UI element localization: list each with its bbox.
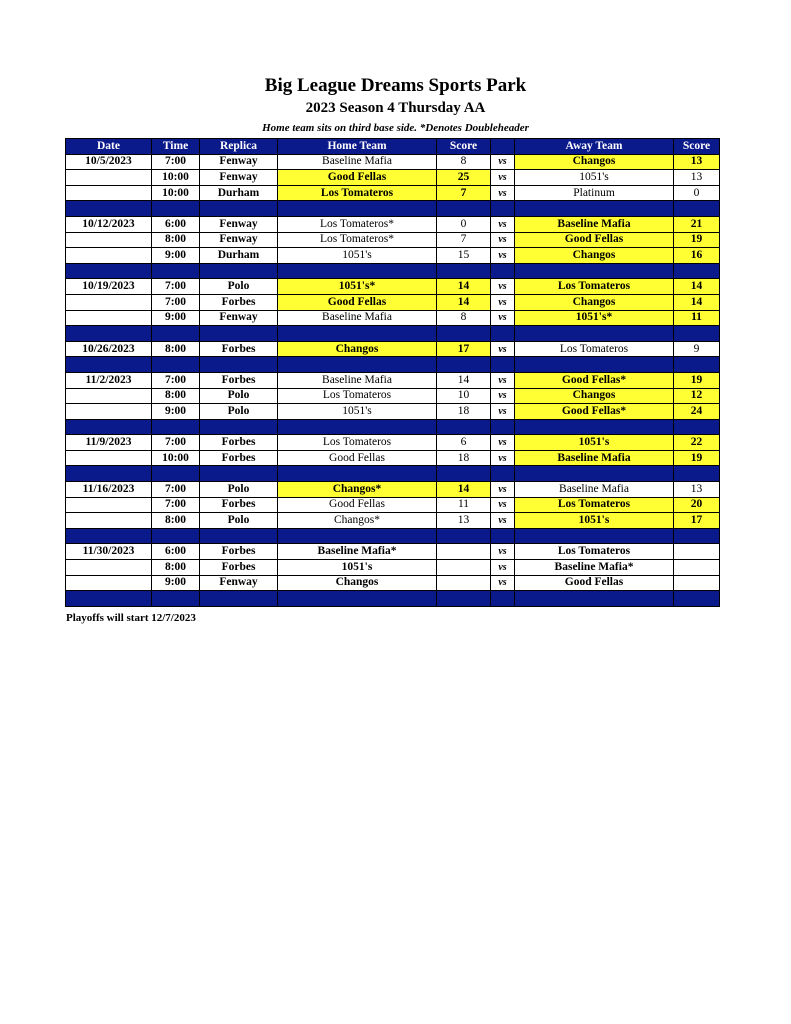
- away-team: 1051's: [515, 435, 674, 451]
- game-date: 11/30/2023: [66, 544, 152, 560]
- game-date: [66, 294, 152, 310]
- game-row: [66, 248, 720, 264]
- separator-cell: [491, 591, 515, 607]
- away-team: Los Tomateros: [515, 497, 674, 513]
- game-replica: Polo: [200, 513, 278, 529]
- week-separator: [66, 528, 720, 544]
- separator-cell: [437, 591, 491, 607]
- away-score: 11: [674, 310, 720, 326]
- game-time: 8:00: [152, 388, 200, 404]
- game-replica: Forbes: [200, 544, 278, 560]
- away-team: Baseline Mafia*: [515, 560, 674, 576]
- home-team: Los Tomateros: [278, 435, 437, 451]
- game-time: 7:00: [152, 482, 200, 498]
- game-replica: Forbes: [200, 435, 278, 451]
- home-team: Los Tomateros: [278, 185, 437, 201]
- game-time: 6:00: [152, 544, 200, 560]
- separator-cell: [66, 591, 152, 607]
- separator-cell: [66, 419, 152, 435]
- away-score: 22: [674, 435, 720, 451]
- game-date: 10/26/2023: [66, 341, 152, 357]
- game-replica: Forbes: [200, 560, 278, 576]
- separator-cell: [200, 466, 278, 482]
- separator-cell: [200, 263, 278, 279]
- vs-label: vs: [491, 497, 515, 513]
- game-row: [66, 450, 720, 466]
- game-date: [66, 404, 152, 420]
- separator-cell: [278, 466, 437, 482]
- game-time: 10:00: [152, 450, 200, 466]
- vs-label: vs: [491, 404, 515, 420]
- away-score: 0: [674, 185, 720, 201]
- away-team: Good Fellas: [515, 575, 674, 591]
- header-replica: Replica: [200, 139, 278, 155]
- game-date: [66, 388, 152, 404]
- game-replica: Durham: [200, 185, 278, 201]
- separator-cell: [200, 326, 278, 342]
- away-team: 1051's: [515, 170, 674, 186]
- separator-cell: [437, 263, 491, 279]
- separator-cell: [66, 326, 152, 342]
- game-time: 9:00: [152, 248, 200, 264]
- separator-cell: [674, 201, 720, 217]
- separator-cell: [437, 466, 491, 482]
- separator-cell: [278, 591, 437, 607]
- separator-cell: [152, 466, 200, 482]
- away-team: Good Fellas: [515, 232, 674, 248]
- home-score: 8: [437, 310, 491, 326]
- separator-cell: [437, 326, 491, 342]
- week-separator: [66, 357, 720, 373]
- home-score: 18: [437, 450, 491, 466]
- away-score: 13: [674, 154, 720, 170]
- game-replica: Polo: [200, 404, 278, 420]
- away-score: 20: [674, 497, 720, 513]
- header-home-team: Home Team: [278, 139, 437, 155]
- separator-cell: [152, 591, 200, 607]
- home-score: 10: [437, 388, 491, 404]
- separator-cell: [278, 528, 437, 544]
- game-replica: Durham: [200, 248, 278, 264]
- schedule-body: [66, 139, 720, 607]
- game-row: [66, 497, 720, 513]
- separator-cell: [491, 201, 515, 217]
- header-time: Time: [152, 139, 200, 155]
- schedule-note: Home team sits on third base side. *Denotes Doubleheader: [262, 122, 529, 134]
- home-score: 17: [437, 341, 491, 357]
- game-row: [66, 482, 720, 498]
- game-date: [66, 232, 152, 248]
- game-date: [66, 513, 152, 529]
- home-team: Changos: [278, 575, 437, 591]
- separator-cell: [674, 419, 720, 435]
- home-team: Baseline Mafia: [278, 372, 437, 388]
- game-date: [66, 450, 152, 466]
- separator-cell: [515, 419, 674, 435]
- week-separator: [66, 263, 720, 279]
- away-score: 13: [674, 170, 720, 186]
- week-separator: [66, 419, 720, 435]
- game-time: 9:00: [152, 575, 200, 591]
- week-separator: [66, 466, 720, 482]
- away-team: 1051's: [515, 513, 674, 529]
- vs-label: vs: [491, 170, 515, 186]
- away-score: 9: [674, 341, 720, 357]
- week-separator: [66, 201, 720, 217]
- home-score: 7: [437, 232, 491, 248]
- home-team: Baseline Mafia: [278, 310, 437, 326]
- away-team: Baseline Mafia: [515, 482, 674, 498]
- away-score: 21: [674, 216, 720, 232]
- game-date: 11/2/2023: [66, 372, 152, 388]
- vs-label: vs: [491, 544, 515, 560]
- home-score: 18: [437, 404, 491, 420]
- vs-label: vs: [491, 560, 515, 576]
- away-team: Good Fellas*: [515, 372, 674, 388]
- header-away-team: Away Team: [515, 139, 674, 155]
- separator-cell: [515, 357, 674, 373]
- game-date: [66, 560, 152, 576]
- separator-cell: [515, 201, 674, 217]
- home-team: 1051's: [278, 560, 437, 576]
- game-date: [66, 575, 152, 591]
- home-score: [437, 560, 491, 576]
- game-date: [66, 185, 152, 201]
- game-replica: Fenway: [200, 154, 278, 170]
- game-replica: Polo: [200, 482, 278, 498]
- game-row: [66, 170, 720, 186]
- game-time: 7:00: [152, 279, 200, 295]
- away-score: [674, 575, 720, 591]
- home-team: Los Tomateros: [278, 388, 437, 404]
- away-score: 16: [674, 248, 720, 264]
- away-team: Baseline Mafia: [515, 450, 674, 466]
- away-score: 19: [674, 372, 720, 388]
- separator-cell: [200, 419, 278, 435]
- away-team: Changos: [515, 294, 674, 310]
- separator-cell: [674, 591, 720, 607]
- separator-cell: [674, 466, 720, 482]
- game-replica: Polo: [200, 388, 278, 404]
- home-score: 25: [437, 170, 491, 186]
- separator-cell: [152, 528, 200, 544]
- home-team: Changos*: [278, 513, 437, 529]
- game-row: [66, 388, 720, 404]
- schedule-table: [65, 138, 720, 607]
- game-date: [66, 310, 152, 326]
- separator-cell: [491, 466, 515, 482]
- separator-cell: [437, 419, 491, 435]
- game-time: 8:00: [152, 341, 200, 357]
- home-team: Good Fellas: [278, 170, 437, 186]
- home-team: Baseline Mafia*: [278, 544, 437, 560]
- game-date: [66, 248, 152, 264]
- home-team: 1051's: [278, 248, 437, 264]
- home-score: 15: [437, 248, 491, 264]
- separator-cell: [278, 419, 437, 435]
- away-score: 13: [674, 482, 720, 498]
- home-score: 14: [437, 294, 491, 310]
- game-replica: Forbes: [200, 341, 278, 357]
- home-team: Changos*: [278, 482, 437, 498]
- game-replica: Fenway: [200, 310, 278, 326]
- home-team: Los Tomateros*: [278, 232, 437, 248]
- separator-cell: [515, 591, 674, 607]
- vs-label: vs: [491, 575, 515, 591]
- separator-cell: [200, 591, 278, 607]
- game-date: 10/5/2023: [66, 154, 152, 170]
- game-replica: Forbes: [200, 450, 278, 466]
- game-date: 11/9/2023: [66, 435, 152, 451]
- game-date: [66, 170, 152, 186]
- vs-label: vs: [491, 372, 515, 388]
- away-score: 24: [674, 404, 720, 420]
- home-score: 14: [437, 279, 491, 295]
- game-date: 10/12/2023: [66, 216, 152, 232]
- away-score: 14: [674, 279, 720, 295]
- home-team: 1051's*: [278, 279, 437, 295]
- game-time: 7:00: [152, 154, 200, 170]
- game-time: 9:00: [152, 404, 200, 420]
- home-score: [437, 575, 491, 591]
- game-time: 7:00: [152, 294, 200, 310]
- away-team: Changos: [515, 388, 674, 404]
- game-row: [66, 560, 720, 576]
- game-row: [66, 404, 720, 420]
- game-row: [66, 513, 720, 529]
- game-replica: Fenway: [200, 170, 278, 186]
- week-separator: [66, 326, 720, 342]
- separator-cell: [437, 201, 491, 217]
- game-replica: Fenway: [200, 232, 278, 248]
- away-score: 17: [674, 513, 720, 529]
- separator-cell: [515, 326, 674, 342]
- game-row: [66, 544, 720, 560]
- separator-cell: [278, 357, 437, 373]
- vs-label: vs: [491, 154, 515, 170]
- game-row: [66, 310, 720, 326]
- vs-label: vs: [491, 216, 515, 232]
- separator-cell: [152, 263, 200, 279]
- game-row: [66, 372, 720, 388]
- away-team: 1051's*: [515, 310, 674, 326]
- home-score: 14: [437, 482, 491, 498]
- header-away-score: Score: [674, 139, 720, 155]
- vs-label: vs: [491, 294, 515, 310]
- vs-label: vs: [491, 341, 515, 357]
- away-score: [674, 544, 720, 560]
- separator-cell: [515, 263, 674, 279]
- game-row: [66, 232, 720, 248]
- separator-cell: [152, 357, 200, 373]
- away-score: 14: [674, 294, 720, 310]
- game-time: 10:00: [152, 170, 200, 186]
- header-home-score: Score: [437, 139, 491, 155]
- separator-cell: [152, 201, 200, 217]
- page-subtitle: 2023 Season 4 Thursday AA: [305, 100, 486, 116]
- separator-cell: [515, 466, 674, 482]
- home-team: Good Fellas: [278, 497, 437, 513]
- game-time: 7:00: [152, 497, 200, 513]
- vs-label: vs: [491, 310, 515, 326]
- game-time: 9:00: [152, 310, 200, 326]
- away-team: Platinum: [515, 185, 674, 201]
- game-time: 10:00: [152, 185, 200, 201]
- game-row: [66, 279, 720, 295]
- home-score: [437, 544, 491, 560]
- home-team: Good Fellas: [278, 294, 437, 310]
- game-date: [66, 497, 152, 513]
- home-score: 7: [437, 185, 491, 201]
- separator-cell: [152, 419, 200, 435]
- home-team: 1051's: [278, 404, 437, 420]
- separator-cell: [66, 528, 152, 544]
- away-score: 12: [674, 388, 720, 404]
- separator-cell: [674, 326, 720, 342]
- playoffs-note: Playoffs will start 12/7/2023: [66, 612, 196, 624]
- separator-cell: [200, 357, 278, 373]
- away-score: 19: [674, 450, 720, 466]
- game-row: [66, 216, 720, 232]
- game-row: [66, 294, 720, 310]
- away-team: Changos: [515, 248, 674, 264]
- separator-cell: [491, 528, 515, 544]
- separator-cell: [200, 528, 278, 544]
- separator-cell: [66, 357, 152, 373]
- header-date: Date: [66, 139, 152, 155]
- game-row: [66, 435, 720, 451]
- separator-cell: [674, 528, 720, 544]
- game-replica: Polo: [200, 279, 278, 295]
- game-time: 8:00: [152, 513, 200, 529]
- week-separator: [66, 591, 720, 607]
- header-row: [66, 139, 720, 155]
- vs-label: vs: [491, 232, 515, 248]
- home-score: 8: [437, 154, 491, 170]
- game-time: 8:00: [152, 232, 200, 248]
- home-team: Changos: [278, 341, 437, 357]
- home-team: Baseline Mafia: [278, 154, 437, 170]
- away-team: Changos: [515, 154, 674, 170]
- separator-cell: [491, 357, 515, 373]
- game-row: [66, 575, 720, 591]
- page-title: Big League Dreams Sports Park: [264, 75, 527, 96]
- header-vs: [491, 139, 515, 155]
- separator-cell: [66, 201, 152, 217]
- game-replica: Forbes: [200, 497, 278, 513]
- separator-cell: [491, 326, 515, 342]
- home-team: Good Fellas: [278, 450, 437, 466]
- vs-label: vs: [491, 185, 515, 201]
- vs-label: vs: [491, 248, 515, 264]
- game-time: 6:00: [152, 216, 200, 232]
- away-score: 19: [674, 232, 720, 248]
- separator-cell: [491, 419, 515, 435]
- game-date: 10/19/2023: [66, 279, 152, 295]
- separator-cell: [674, 263, 720, 279]
- game-row: [66, 154, 720, 170]
- vs-label: vs: [491, 388, 515, 404]
- vs-label: vs: [491, 513, 515, 529]
- separator-cell: [437, 357, 491, 373]
- away-team: Los Tomateros: [515, 544, 674, 560]
- away-score: [674, 560, 720, 576]
- separator-cell: [200, 201, 278, 217]
- game-replica: Fenway: [200, 216, 278, 232]
- home-score: 11: [437, 497, 491, 513]
- game-time: 7:00: [152, 435, 200, 451]
- game-row: [66, 341, 720, 357]
- separator-cell: [66, 263, 152, 279]
- away-team: Good Fellas*: [515, 404, 674, 420]
- home-score: 14: [437, 372, 491, 388]
- separator-cell: [278, 201, 437, 217]
- separator-cell: [278, 326, 437, 342]
- game-time: 7:00: [152, 372, 200, 388]
- game-row: [66, 185, 720, 201]
- separator-cell: [674, 357, 720, 373]
- separator-cell: [437, 528, 491, 544]
- away-team: Baseline Mafia: [515, 216, 674, 232]
- separator-cell: [278, 263, 437, 279]
- separator-cell: [152, 326, 200, 342]
- home-score: 6: [437, 435, 491, 451]
- home-score: 13: [437, 513, 491, 529]
- away-team: Los Tomateros: [515, 341, 674, 357]
- game-replica: Fenway: [200, 575, 278, 591]
- vs-label: vs: [491, 450, 515, 466]
- separator-cell: [66, 466, 152, 482]
- game-replica: Forbes: [200, 294, 278, 310]
- game-time: 8:00: [152, 560, 200, 576]
- game-date: 11/16/2023: [66, 482, 152, 498]
- away-team: Los Tomateros: [515, 279, 674, 295]
- home-team: Los Tomateros*: [278, 216, 437, 232]
- separator-cell: [515, 528, 674, 544]
- game-replica: Forbes: [200, 372, 278, 388]
- home-score: 0: [437, 216, 491, 232]
- vs-label: vs: [491, 482, 515, 498]
- vs-label: vs: [491, 435, 515, 451]
- vs-label: vs: [491, 279, 515, 295]
- separator-cell: [491, 263, 515, 279]
